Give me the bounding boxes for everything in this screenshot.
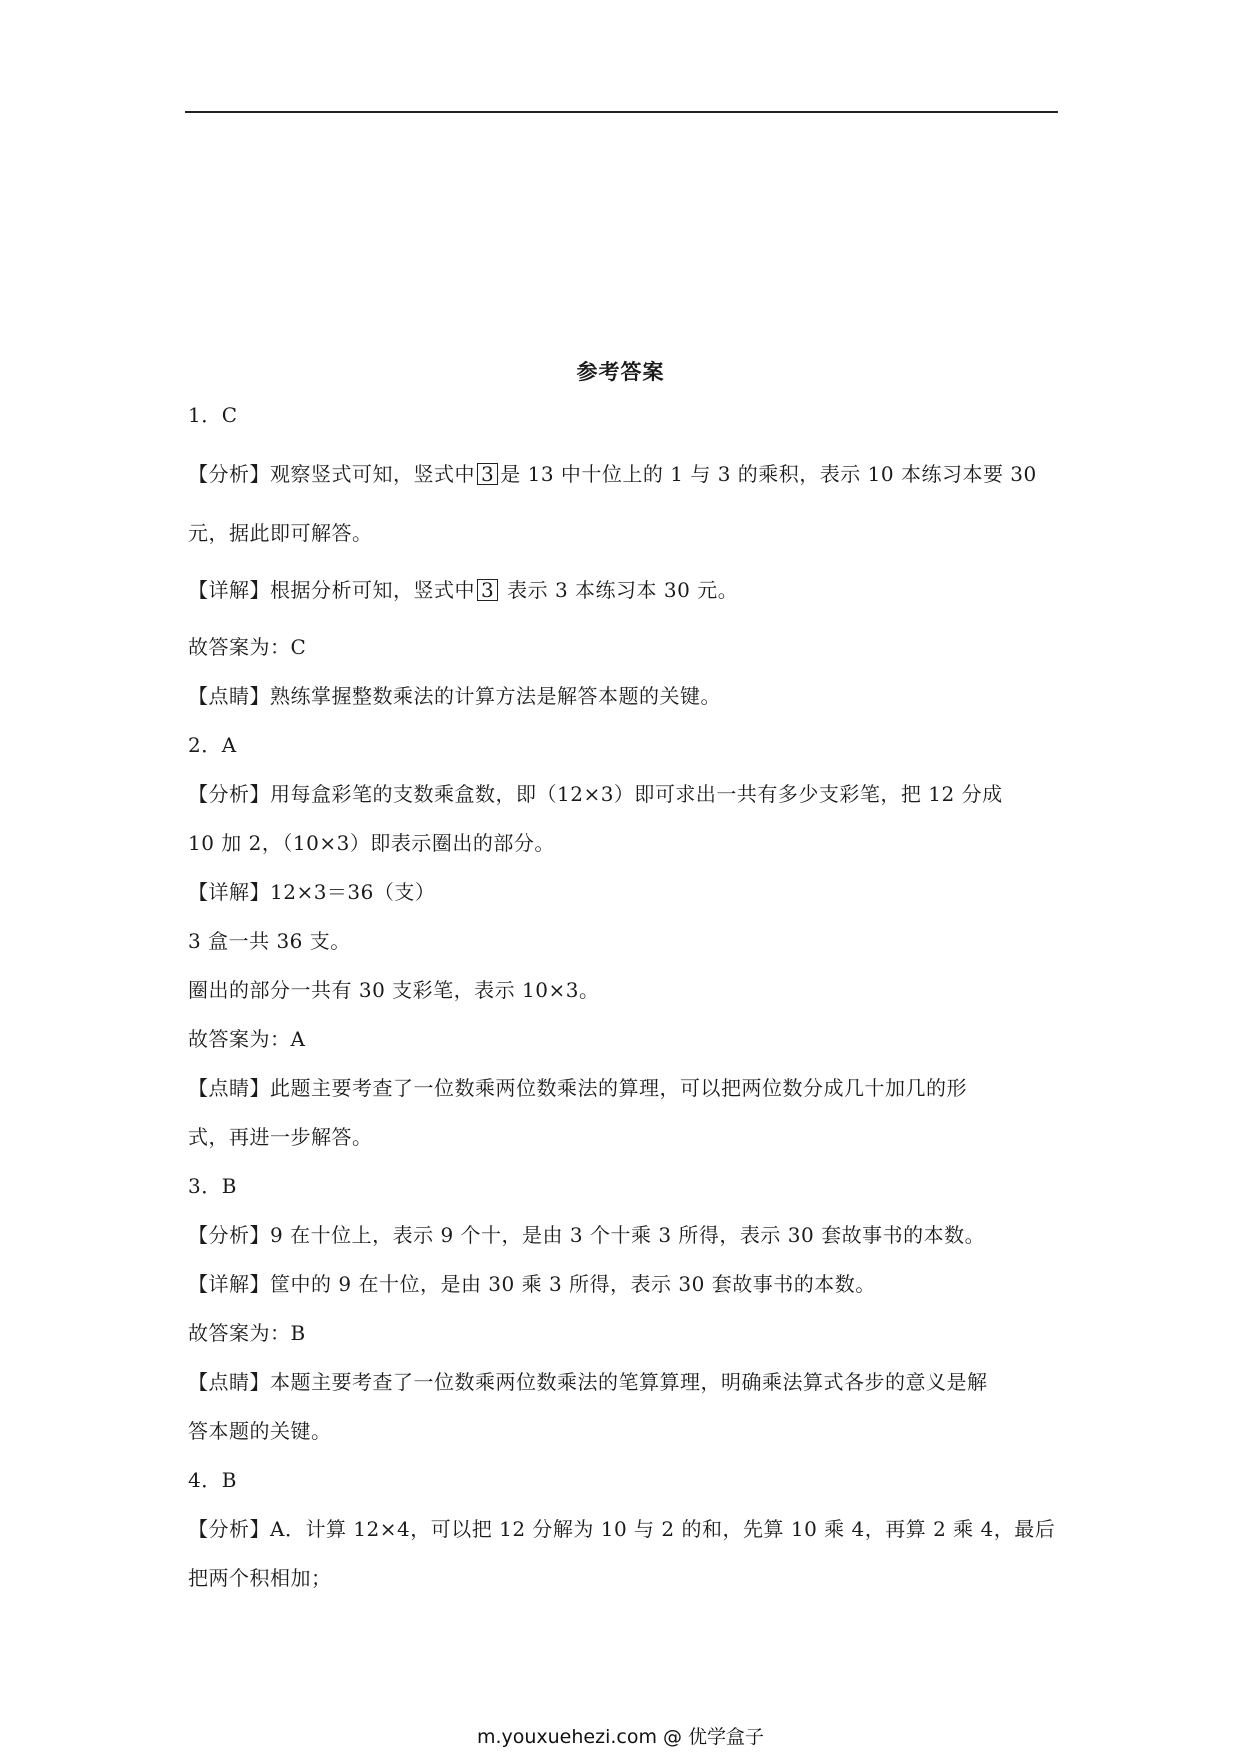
q3-final-answer: 故答案为：B [188, 1321, 306, 1345]
q1-point-text: 熟练掌握整数乘法的计算方法是解答本题的关键。 [270, 684, 721, 708]
q1-point [188, 684, 721, 708]
answer-3: 3．B [188, 1174, 237, 1198]
q2-point-line-2: 式，再进一步解答。 [188, 1125, 373, 1149]
q4-analysis-text-a: A．计算 12×4，可以把 12 分解为 10 与 2 的和，先算 10 乘 4，再算 2 乘 4，最后 [270, 1517, 1056, 1541]
q2-analysis-text-a: 用每盒彩笔的支数乘盒数，即（12×3）即可求出一共有多少支彩笔，把 12 分成 [270, 782, 1003, 806]
detail-tag: 【详解】 [188, 578, 270, 602]
q1-detail-text-b: 表示 3 本练习本 30 元。 [500, 578, 739, 602]
q1-analysis-text-b: 是 13 中十位上的 1 与 3 的乘积，表示 10 本练习本要 30 [500, 462, 1037, 486]
q1-final-answer: 故答案为：C [188, 635, 307, 659]
point-tag: 【点睛】 [188, 1076, 270, 1100]
header-rule [185, 111, 1058, 113]
answer-2: 2．A [188, 733, 237, 757]
q1-detail-text-a: 根据分析可知，竖式中 [270, 578, 475, 602]
answer-4: 4．B [188, 1468, 237, 1492]
analysis-tag: 【分析】 [188, 1223, 270, 1247]
q2-analysis-line-2: 10 加 2，（10×3）即表示圈出的部分。 [188, 831, 555, 855]
q2-analysis-line-1 [188, 782, 1003, 806]
q3-detail [188, 1272, 876, 1296]
detail-tag: 【详解】 [188, 1272, 270, 1296]
q2-detail [188, 880, 435, 904]
analysis-tag: 【分析】 [188, 462, 270, 486]
q3-detail-text: 筐中的 9 在十位，是由 30 乘 3 所得，表示 30 套故事书的本数。 [270, 1272, 876, 1296]
point-tag: 【点睛】 [188, 1370, 270, 1394]
q2-final-answer: 故答案为：A [188, 1027, 306, 1051]
footer-watermark: m.youxuehezi.com @ 优学盒子 [476, 1726, 765, 1748]
q4-analysis-line-2: 把两个积相加； [188, 1566, 332, 1590]
q2-detail-line-3: 圈出的部分一共有 30 支彩笔，表示 10×3。 [188, 978, 600, 1002]
analysis-tag: 【分析】 [188, 782, 270, 806]
analysis-tag: 【分析】 [188, 1517, 270, 1541]
q2-detail-text-a: 12×3＝36（支） [270, 880, 436, 904]
q1-analysis-line-1 [188, 462, 1037, 486]
q3-point-text-a: 本题主要考查了一位数乘两位数乘法的笔算算理，明确乘法算式各步的意义是解 [270, 1370, 988, 1394]
q2-detail-line-2: 3 盒一共 36 支。 [188, 929, 351, 953]
q3-analysis-text: 9 在十位上，表示 9 个十，是由 3 个十乘 3 所得，表示 30 套故事书的本数。 [270, 1223, 986, 1247]
q4-analysis [188, 1517, 1055, 1541]
boxed-digit: 3 [477, 579, 498, 601]
answer-1: 1．C [188, 403, 238, 427]
q3-analysis [188, 1223, 985, 1247]
boxed-digit: 3 [477, 463, 498, 485]
page-title: 参考答案 [576, 359, 665, 384]
q1-detail [188, 578, 738, 602]
q3-point-line-2: 答本题的关键。 [188, 1419, 332, 1443]
point-tag: 【点睛】 [188, 684, 270, 708]
q2-point-text-a: 此题主要考查了一位数乘两位数乘法的算理，可以把两位数分成几十加几的形 [270, 1076, 967, 1100]
q2-point [188, 1076, 967, 1100]
q1-analysis-line-2: 元，据此即可解答。 [188, 521, 373, 545]
q3-point [188, 1370, 988, 1394]
detail-tag: 【详解】 [188, 880, 270, 904]
q1-analysis-text-a: 观察竖式可知，竖式中 [270, 462, 475, 486]
